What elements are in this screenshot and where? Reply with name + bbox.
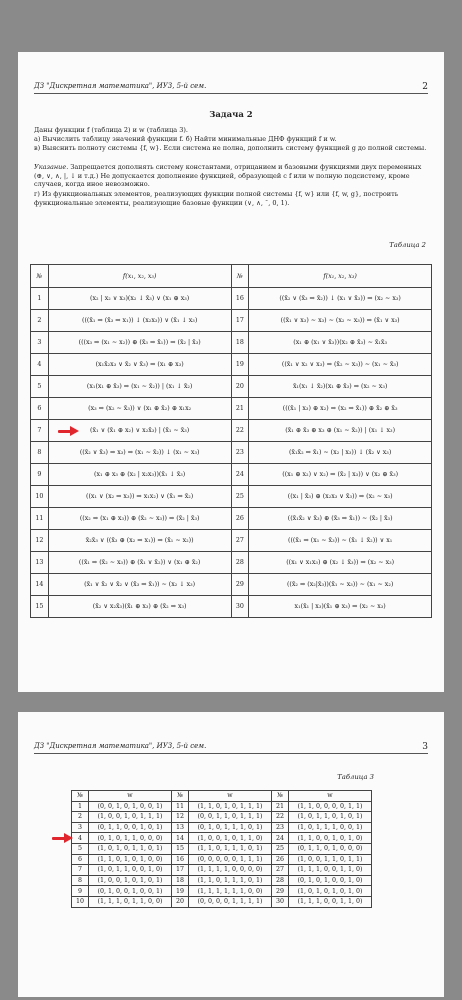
row-number: 3 (31, 332, 49, 354)
table-3-caption: Таблица 3 (337, 773, 374, 781)
table-row (31, 442, 432, 464)
row-number: 16 (172, 854, 189, 865)
red-arrow-icon (58, 426, 80, 436)
table-row (31, 508, 432, 530)
table-2 (30, 264, 432, 618)
table-row (31, 310, 432, 332)
column-header-number: № (31, 265, 49, 288)
function-formula: (x₁ ⊕ x₃ ⊕ (x₂ | x₂x₃))(x̄₁ ↓ x̄₃) (48, 464, 231, 486)
page-number: 3 (422, 742, 428, 752)
row-number: 8 (72, 875, 89, 886)
column-header-w: w (289, 791, 372, 802)
row-number: 21 (272, 801, 289, 812)
row-number: 16 (231, 288, 249, 310)
row-number: 12 (31, 530, 49, 552)
column-header-number: № (231, 265, 249, 288)
table-row (72, 854, 372, 865)
w-vector: (1, 1, 0, 1, 0, 1, 0, 0) (89, 854, 172, 865)
table-row (31, 596, 432, 618)
row-number: 21 (231, 398, 249, 420)
table-row (31, 354, 432, 376)
row-number: 11 (172, 801, 189, 812)
function-formula: x̄₂x̄₃ ∨ ((x̄₃ ⊕ (x₂ ⇒ x₁)) ⇒ (x̄₁ ∼ x₂)) (48, 530, 231, 552)
row-number: 10 (72, 896, 89, 907)
function-formula: ((x̄₁ ∨ x₃) ∼ x₃) ∼ (x₂ ∼ x₃)) ⇒ (x̄₁ ∨ x₃) (249, 310, 432, 332)
column-header-number: № (72, 791, 89, 802)
row-number: 5 (72, 843, 89, 854)
row-number: 11 (31, 508, 49, 530)
column-header-number: № (272, 791, 289, 802)
column-header-number: № (172, 791, 189, 802)
header-text: ДЗ "Дискретная математика", ИУ3, 5-й сем. (34, 82, 207, 90)
w-vector: (1, 1, 1, 0, 1, 1, 0, 0) (89, 896, 172, 907)
w-vector: (0, 1, 0, 1, 0, 0, 1, 0) (289, 875, 372, 886)
row-number: 3 (72, 822, 89, 833)
red-arrow-icon (52, 833, 74, 843)
w-vector: (1, 1, 1, 1, 1, 1, 0, 0) (189, 886, 272, 897)
table-row (31, 574, 432, 596)
w-vector: (1, 0, 1, 0, 1, 1, 0, 1) (89, 843, 172, 854)
function-formula: (x₁x̄₂x₃ ∨ x̄₂ ∨ x̄₃) ⇒ (x₁ ⊕ x₃) (48, 354, 231, 376)
table-row (31, 530, 432, 552)
row-number: 6 (72, 854, 89, 865)
task-c-text: в) Выяснить полноту системы {f, w}. Если система не полна, дополнить систему функцией g до полной системы. (34, 144, 427, 152)
table-row (72, 886, 372, 897)
table-row (72, 896, 372, 907)
w-vector: (1, 0, 0, 1, 1, 0, 1, 1) (289, 854, 372, 865)
table-row (72, 833, 372, 844)
row-number: 29 (231, 574, 249, 596)
table-2-header-row (31, 265, 432, 288)
row-number: 6 (31, 398, 49, 420)
table-row (72, 843, 372, 854)
w-vector: (1, 1, 0, 0, 0, 0, 1, 1) (289, 801, 372, 812)
row-number: 20 (172, 896, 189, 907)
row-number: 18 (172, 875, 189, 886)
column-header-w: w (189, 791, 272, 802)
row-number: 22 (272, 812, 289, 823)
table-row (31, 464, 432, 486)
function-formula: ((x̄₂ ⇒ (x₂|x̄₃))(x̄₁ ∼ x₃)) ∼ (x₁ ∼ x₂) (249, 574, 432, 596)
row-number: 1 (31, 288, 49, 310)
column-header-w: w (89, 791, 172, 802)
column-header-f: f(x₁, x₂, x₃) (249, 265, 432, 288)
w-vector: (1, 0, 1, 1, 1, 0, 0, 1) (289, 822, 372, 833)
function-formula: (((x̄₁ ⇒ (x̄₃ ⇒ x₁)) ↓ (x₂x₃)) ∨ (x̄₁ ↓ x₃) (48, 310, 231, 332)
row-number: 12 (172, 812, 189, 823)
row-number: 9 (31, 464, 49, 486)
function-formula: ((x₁ ∨ x₁x₃) ⊕ (x₂ ↓ x̄₃)) ⇒ (x₂ ∼ x₃) (249, 552, 432, 574)
row-number: 14 (172, 833, 189, 844)
row-number: 24 (231, 464, 249, 486)
row-number: 7 (31, 420, 49, 442)
row-number: 9 (72, 886, 89, 897)
row-number: 30 (272, 896, 289, 907)
w-vector: (1, 1, 1, 0, 0, 1, 1, 0) (289, 865, 372, 876)
row-number: 13 (172, 822, 189, 833)
row-number: 22 (231, 420, 249, 442)
row-number: 19 (231, 354, 249, 376)
w-vector: (0, 0, 1, 1, 0, 1, 1, 1) (189, 812, 272, 823)
function-formula: ((x̄₁ ∨ x₂ ∨ x₃) ⇒ (x̄₂ ∼ x₃)) ∼ (x₁ ∼ x̄₃) (249, 354, 432, 376)
row-number: 7 (72, 865, 89, 876)
row-number: 29 (272, 886, 289, 897)
note-text: Запрещается дополнять систему константами, отрицанием и базовыми функциями двух переменных (⊕, ∨, ∧, |, ↓ и т.д.) Не допускается дополнение функцией, образующей с f или w полную подсистему, кроме случаев, когда иное невозможно. (34, 163, 422, 189)
w-vector: (1, 1, 1, 1, 0, 0, 0, 0) (189, 865, 272, 876)
row-number: 23 (231, 442, 249, 464)
header-text: ДЗ "Дискретная математика", ИУ3, 5-й сем. (34, 742, 207, 750)
page-header (34, 742, 428, 750)
w-vector: (0, 1, 0, 1, 1, 1, 0, 1) (189, 822, 272, 833)
table-2-caption: Таблица 2 (389, 241, 426, 249)
function-formula: x̄₁(x₁ ↓ x̄₂)(x₁ ⊕ x̄₃) ⇒ (x₂ ∼ x₃) (249, 376, 432, 398)
table-row (72, 801, 372, 812)
w-vector: (0, 0, 1, 0, 1, 0, 0, 1) (89, 801, 172, 812)
table-row (31, 376, 432, 398)
w-vector: (1, 1, 0, 1, 1, 1, 0, 1) (189, 875, 272, 886)
row-number: 19 (172, 886, 189, 897)
function-formula: ((x₁ ⊕ x₂) ∨ x₂) ⇒ (x̄₂ | x₃)) ∨ (x₂ ⊕ x̄₃) (249, 464, 432, 486)
function-formula: (x̄₁ ∨ (x̄₁ ⊕ x₂) ∨ x₂x̄₃) | (x̄₁ ∼ x̄₃) (48, 420, 231, 442)
function-formula: (x̄₂ ∨ x₂x̄₃)(x̄₁ ⊕ x₃) ⊕ (x̄₂ ⇒ x₃) (48, 596, 231, 618)
w-vector: (1, 1, 0, 1, 1, 1, 0, 1) (189, 843, 272, 854)
row-number: 25 (272, 843, 289, 854)
row-number: 28 (231, 552, 249, 574)
table-row (72, 865, 372, 876)
w-vector: (0, 1, 0, 1, 1, 0, 0, 0) (89, 833, 172, 844)
w-vector: (1, 0, 1, 1, 0, 1, 0, 1) (289, 812, 372, 823)
row-number: 4 (72, 833, 89, 844)
row-number: 20 (231, 376, 249, 398)
row-number: 2 (31, 310, 49, 332)
w-vector: (1, 0, 1, 1, 0, 0, 1, 0) (89, 865, 172, 876)
function-formula: (x̄₁x̄₂ ⇒ x̄₁) ∼ (x₂ | x₃)) ↓ (x̄₂ ∨ x₃) (249, 442, 432, 464)
function-formula: (x₂ | x₂ ∨ x₃)(x₂ ↓ x̄₃) ∨ (x₁ ⊕ x₃) (48, 288, 231, 310)
table-row (31, 288, 432, 310)
table-row (31, 398, 432, 420)
function-formula: ((x₂ ⇒ (x₁ ⊕ x₃)) ⊕ (x̄₂ ∼ x₃)) ⇒ (x̄₂ | x̄₃) (48, 508, 231, 530)
w-vector: (1, 0, 0, 1, 0, 1, 1, 1) (89, 812, 172, 823)
function-formula: (((x₃ ⇒ (x₁ ∼ x₂)) ⊕ (x̄₃ ⇒ x̄₁)) ⇒ (x̄₂ | x̄₃) (48, 332, 231, 354)
row-number: 4 (31, 354, 49, 376)
function-formula: ((x̄₂ ∨ x̄₃) ⇒ x₃) ⇒ (x₁ ∼ x̄₂)) ↓ (x₁ ∼ x₃) (48, 442, 231, 464)
page-header (34, 82, 428, 90)
row-number: 27 (272, 865, 289, 876)
row-number: 26 (272, 854, 289, 865)
w-vector: (1, 1, 0, 1, 0, 1, 1, 1) (189, 801, 272, 812)
w-vector: (0, 0, 0, 0, 1, 1, 1, 1) (189, 896, 272, 907)
row-number: 8 (31, 442, 49, 464)
table-row (72, 875, 372, 886)
note-label: Указание. (34, 163, 69, 171)
row-number: 17 (172, 865, 189, 876)
row-number: 30 (231, 596, 249, 618)
w-vector: (1, 0, 0, 1, 0, 1, 1, 0) (189, 833, 272, 844)
row-number: 13 (31, 552, 49, 574)
row-number: 23 (272, 822, 289, 833)
function-formula: (x₁ ⊕ (x₁ ∨ x̄₃))(x₂ ⊕ x̄₃) ∼ x̄₁x̄₃ (249, 332, 432, 354)
header-divider (34, 93, 428, 94)
function-formula: x₁(x̄₁ | x₃)(x̄₁ ⊕ x₃) ⇒ (x₂ ∼ x₃) (249, 596, 432, 618)
function-formula: (x₁(x₁ ⊕ x̄₃) ⇒ (x₁ ∼ x̄₂)) | (x₁ ↓ x̄₂) (48, 376, 231, 398)
row-number: 25 (231, 486, 249, 508)
function-formula: (x₃ ⇒ (x₂ ∼ x̄₃)) ∨ (x₁ ⊕ x̄₂) ⊕ x₁x₂ (48, 398, 231, 420)
page-number: 2 (422, 82, 428, 92)
row-number: 17 (231, 310, 249, 332)
table-row (72, 812, 372, 823)
problem-title: Задача 2 (209, 110, 253, 120)
w-vector: (1, 0, 1, 0, 1, 0, 1, 0) (289, 886, 372, 897)
row-number: 24 (272, 833, 289, 844)
function-formula: ((x₁ | x̄₃) ⊕ (x₂x₃ ∨ x̄₃)) ⇒ (x₂ ∼ x₃) (249, 486, 432, 508)
function-formula: (x̄₁ ⊕ x̄₃ ⊕ x₃ ⊕ (x₁ ∼ x̄₂)) | (x₁ ↓ x₃) (249, 420, 432, 442)
w-vector: (1, 1, 1, 0, 0, 1, 1, 0) (289, 896, 372, 907)
function-formula: ((x₁ ∨ (x₂ ⇒ x₃)) ⇒ x₁x₂) ∨ (x̄₁ ⇒ x̄₂) (48, 486, 231, 508)
row-number: 15 (31, 596, 49, 618)
column-header-f: f(x₁, x₂, x₃) (48, 265, 231, 288)
task-d-text: г) Из функциональных элементов, реализующих функции полной системы {f, w} или {f, w, g}, построить функциональные элементы, реализующие базовые функции (∨, ∧, ¯, 0, 1). (34, 190, 399, 207)
intro-text: Даны функции f (таблица 2) и w (таблица 3). (34, 126, 188, 134)
row-number: 2 (72, 812, 89, 823)
table-row (31, 332, 432, 354)
row-number: 1 (72, 801, 89, 812)
task-a-text: а) Вычислить таблицу значений функции f. б) Найти минимальные ДНФ функций f и w. (34, 135, 337, 143)
w-vector: (1, 0, 0, 1, 0, 1, 0, 1) (89, 875, 172, 886)
table-3-header-row (72, 791, 372, 802)
w-vector: (0, 1, 0, 0, 1, 0, 0, 1) (89, 886, 172, 897)
table-row (31, 420, 432, 442)
table-row (31, 552, 432, 574)
table-row (72, 822, 372, 833)
table-row (31, 486, 432, 508)
row-number: 28 (272, 875, 289, 886)
document-page-3 (18, 712, 444, 997)
function-formula: (((x̄₁ ⇒ (x₁ ∼ x̄₃)) ∼ (x̄₁ ↓ x̄₂)) ∨ x₁ (249, 530, 432, 552)
w-vector: (0, 1, 1, 0, 0, 1, 0, 1) (89, 822, 172, 833)
w-vector: (1, 1, 0, 0, 1, 0, 1, 0) (289, 833, 372, 844)
function-formula: ((x̄₁ ⇒ (x̄₂ ∼ x₃)) ⊕ (x̄₁ ∨ x̄₂)) ∨ (x₁ ⊕ x̄₂) (48, 552, 231, 574)
row-number: 27 (231, 530, 249, 552)
w-vector: (0, 0, 0, 0, 0, 1, 1, 1) (189, 854, 272, 865)
row-number: 18 (231, 332, 249, 354)
row-number: 26 (231, 508, 249, 530)
function-formula: ((x̄₁x̄₂ ∨ x̄₃) ⊕ (x̄₃ ⇒ x̄₁)) ∼ (x̄₂ | x̄₃) (249, 508, 432, 530)
table-3 (71, 790, 372, 908)
w-vector: (0, 1, 1, 0, 1, 0, 0, 0) (289, 843, 372, 854)
row-number: 5 (31, 376, 49, 398)
function-formula: (x̄₁ ∨ x̄₂ ∨ x̄₂ ∨ (x̄₃ ⇒ x̄₁)) ∼ (x₂ ↓ x₃) (48, 574, 231, 596)
row-number: 10 (31, 486, 49, 508)
note-paragraph (34, 163, 430, 189)
header-divider (34, 753, 428, 754)
row-number: 15 (172, 843, 189, 854)
row-number: 14 (31, 574, 49, 596)
function-formula: ((x̄₂ ∨ (x̄₃ ⇒ x̄₂)) ↓ (x₁ ∨ x̄₃)) ⇒ (x₂ ∼ x₃) (249, 288, 432, 310)
document-page-2 (18, 52, 444, 692)
function-formula: (((x̄₁ | x₃) ⊕ x₂) ⇒ (x₂ ⇒ x̄₁)) ⊕ x̄₂ ⊕ x̄₃ (249, 398, 432, 420)
